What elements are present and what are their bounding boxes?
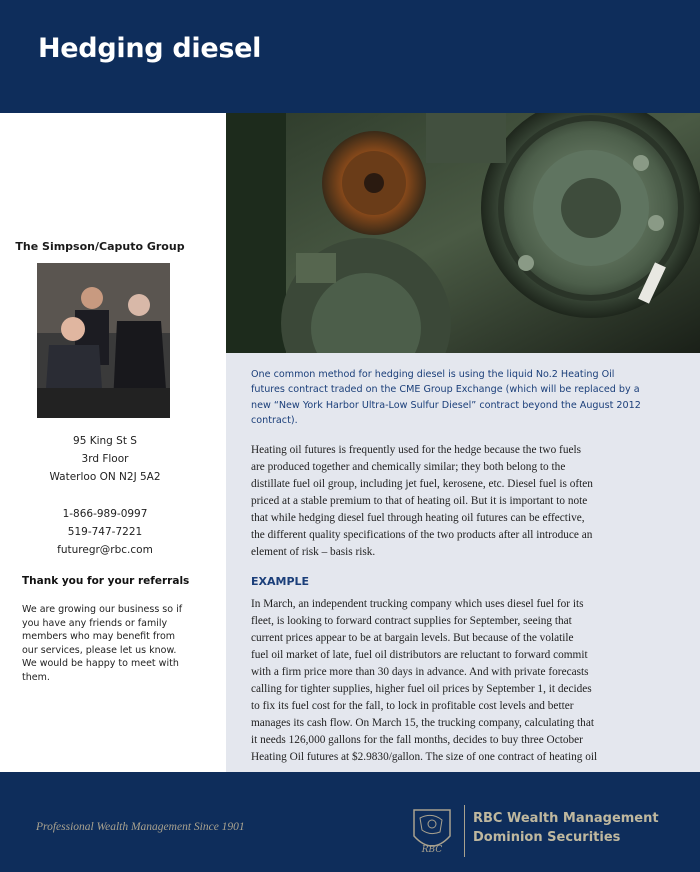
rbc-logo bbox=[410, 806, 454, 858]
paragraph-line: Heating oil futures is frequently used for the hedge because the two fuels bbox=[251, 444, 582, 456]
intro-line: new “New York Harbor Ultra-Low Sulfur Diesel” contract beyond the August 2012 bbox=[251, 399, 641, 411]
paragraph-line: fuel oil market of late, fuel oil distributors are reluctant to forward commit bbox=[251, 649, 588, 661]
paragraph-line: the different quality specifications of the two products after all introduce an bbox=[251, 529, 593, 541]
page-header bbox=[0, 0, 700, 113]
paragraph-line: Heating Oil futures at $2.9830/gallon. The size of one contract of heating oil bbox=[251, 751, 598, 763]
referrals-line: them. bbox=[22, 671, 50, 683]
phone-local: 519-747-7221 bbox=[67, 526, 143, 538]
team-portrait-image bbox=[37, 263, 170, 418]
page-title: Hedging diesel bbox=[38, 33, 262, 64]
referrals-text bbox=[22, 603, 192, 685]
referrals-line: members who may benefit from bbox=[22, 631, 176, 643]
example-paragraph bbox=[251, 596, 691, 766]
main-content bbox=[226, 353, 700, 772]
paragraph-line: calling for tighter supplies, higher fuel oil prices by September 1, it decides bbox=[251, 683, 592, 695]
svg-text:RBC: RBC bbox=[421, 845, 443, 855]
referrals-line: our services, please let us know. bbox=[22, 644, 177, 656]
paragraph-line: priced at a stable premium to that of heating oil. But it is important to note bbox=[251, 495, 588, 507]
page-footer bbox=[0, 772, 700, 872]
paragraph-line: with a firm price more than 30 days in advance. And with private forecasts bbox=[251, 666, 589, 678]
phone-tollfree: 1-866-989-0997 bbox=[62, 508, 148, 520]
paragraph-line: to fix its fuel cost for the fall, to lock in profitable cost levels and better bbox=[251, 700, 574, 712]
paragraph-line: distillate fuel oil group, including jet fuel, kerosene, etc. Diesel fuel is often bbox=[251, 478, 593, 490]
address-line-2: 3rd Floor bbox=[81, 453, 129, 465]
brand-divider bbox=[464, 805, 465, 857]
address-line-1: 95 King St S bbox=[73, 435, 137, 447]
engine-photo bbox=[226, 113, 700, 353]
paragraph-line: it needs 126,000 gallons for the fall months, decides to buy three October bbox=[251, 734, 583, 746]
footer-tagline: Professional Wealth Management Since 1901 bbox=[36, 821, 245, 833]
rbc-lion-icon bbox=[410, 806, 454, 858]
referrals-line: We would be happy to meet with bbox=[22, 658, 179, 670]
referrals-line: you have any friends or family bbox=[22, 617, 168, 629]
intro-paragraph bbox=[251, 367, 691, 428]
paragraph-line: In March, an independent trucking company which uses diesel fuel for its bbox=[251, 598, 584, 610]
example-heading: EXAMPLE bbox=[251, 575, 310, 588]
paragraph-line: manages its cash flow. On March 15, the trucking company, calculating that bbox=[251, 717, 594, 729]
paragraph-line: are produced together and chemically similar; they both belong to the bbox=[251, 461, 566, 473]
engine-image bbox=[226, 113, 700, 353]
intro-line: futures contract traded on the CME Group Exchange (which will be replaced by a bbox=[251, 384, 640, 396]
intro-line: One common method for hedging diesel is using the liquid No.2 Heating Oil bbox=[251, 369, 615, 380]
group-name: The Simpson/Caputo Group bbox=[15, 240, 185, 253]
paragraph-line: current prices appear to be at bargain levels. But because of the volatile bbox=[251, 632, 574, 644]
referrals-line: We are growing our business so if bbox=[22, 604, 183, 615]
address-line-3: Waterloo ON N2J 5A2 bbox=[49, 471, 161, 483]
referrals-heading: Thank you for your referrals bbox=[22, 575, 190, 587]
paragraph-line: that while hedging diesel fuel through heating oil futures can be effective, bbox=[251, 512, 585, 524]
intro-line: contract). bbox=[251, 414, 298, 426]
brand-subname: Dominion Securities bbox=[473, 830, 621, 845]
brand-name: RBC Wealth Management bbox=[473, 811, 659, 826]
email-link[interactable]: futuregr@rbc.com bbox=[57, 544, 153, 556]
heating-oil-paragraph bbox=[251, 442, 691, 561]
team-photo bbox=[37, 263, 170, 418]
paragraph-line: fleet, is looking to forward contract supplies for September, seeing that bbox=[251, 615, 572, 627]
paragraph-line: element of risk – basis risk. bbox=[251, 546, 376, 558]
